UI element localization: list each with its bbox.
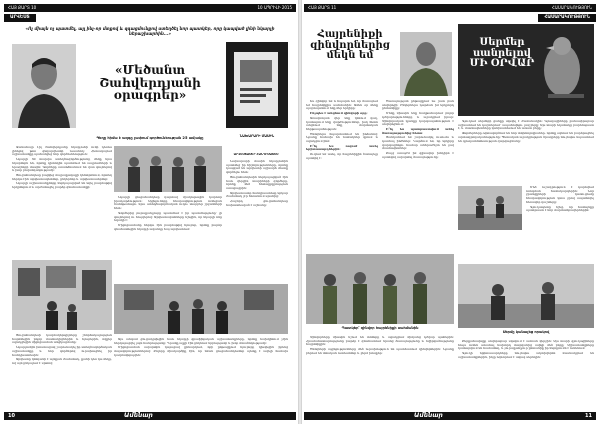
harvest-photo (458, 264, 594, 328)
left-page (4, 4, 296, 420)
left-topbar-label: ՀԱՅ ՔԱՐՏ 10 (8, 5, 37, 10)
right-headline: Հայրենիքի զինվորներից մեկն եմ (310, 29, 390, 61)
soldier-photo (400, 32, 452, 96)
soldiers-group-icon (306, 254, 454, 324)
left-text-column-3: Նախարարի մասին նկարչուհին պատմեց իր հիշողությունները, որոնք կապված են արվեստի աշխարհ մուտք գործելու հետ։ Ցուցահանդեսին ներկայացված էին նաև վերջին տարիների գործերը, որոնք մեծ հետաքրքրություն առաջացրին։ Արվեստասեր հանդիսատեսը երկար ժամանակ չէր հեռանում սրահից։ Հաջորդ ցուցահանդեսը նախատեսված է աշնանը։ (226, 160, 288, 207)
right-footer-logo: Ամենար (414, 412, 443, 419)
dark-feature-box (458, 24, 594, 116)
left-headline-caption: Գեղը հիմա է ազգը չափում գործունեության 25 ամյակը (96, 136, 204, 140)
left-lede: «Ոչ միայն ոչ պատմել, այլ ինչ-որ մտքով և զգացմունքով ստեղծել նոր պատկեր, որը կապված լինի նկարչի ներաշխարհին...» (25, 26, 275, 36)
right-photo-caption: Պատկեր՝ զինվոր հայրենիքի սահմանին (341, 326, 419, 330)
crowd-icon (114, 284, 288, 334)
right-text-column-4: Մեծ ուշադրություն է դարձվում ոռոգման համակարգերին։ Նոր ջրանցքների կառուցումը հնարավորություն կտա ջրով ապահովել հեռավոր դաշտերը։ Գյուղապետը նշեց, որ համայնքը պատրաստ է նոր մարտահրավերներին։ (526, 186, 594, 213)
right-text-column-6: Բերքահավաքը սովորաբար սկսվում է ամռան վերջին։ Այս տարի գյուղացիները հույս ունեն ստանալ նախորդ տարվանից ավելի մեծ բերք։ Աշխատանքները կատարվում են համատեղ, և յուրաքանչյուր ընտանիք իր ներդրումն է ունենում։ Գյուղի երիտասարդները նույնպես ակտիվորեն մասնակցում են աշխատանքներին, ինչը ոգևորում է ավագ սերնդին։ (458, 340, 594, 359)
right-page-number: 11 (585, 413, 592, 419)
left-footer-logo: Ամենար (124, 412, 153, 419)
right-topbar (304, 4, 596, 12)
right-topbar-label: ՀԱՅ ՔԱՐՏ 11 (308, 5, 337, 10)
left-footer (4, 412, 296, 420)
right-topbar-section: ՀԱՍԱՐԱԿՈՒԹՅՈՒՆ (551, 5, 592, 10)
book-cover-icon (226, 42, 288, 128)
harvest-scene-icon (458, 264, 594, 328)
left-page-number: 10 (8, 413, 15, 419)
right-text-column-2: Ծառայության ընթացքում ես շատ բան սովորեցի։ Ընկերներս դարձան իմ երկրորդ ընտանիքը։ Մենք միասին ենք հաղթահարում բոլոր դժվարությունները և աջակցում իրար։ Զինվորական կյանքը կարգապահություն է սովորեցնում։ Ի՞նչ ես պատրաստվում անել ծառայությունից հետո։ Ցանկանում եմ շարունակել ուսումս և դառնալ ինժեներ։ Կարծում եմ, որ երկիրը զարգացնելու համար անհրաժեշտ են լավ մասնագետներ։ Բայց առայժմ իմ գլխավոր խնդիրն է պատվով ավարտել ծառայությունը։ (382, 100, 454, 159)
dark-box-title: Սերմեր սանրելով ՄԻ ՕՐՎԱՐ (469, 37, 535, 69)
portrait-figure-icon (12, 44, 76, 128)
left-text-column-4: Ցուցահանդեսի կազմակերպիչները շնորհակալություն հայտնեցին բոլոր մասնակիցներին և հյուրերին, ովքեր աջակցեցին միջոցառման անցկացմանը։ Նկարչուհին խոստացավ շարունակել իր ստեղծագործական աշխատանքը և նոր գործերով ուրախացնել իր հանդիսատեսին։ Արվեստը կենդանի է այնքան ժամանակ, քանի դեռ կա մեկը, ով այն ընկալում է սրտով։ (12, 334, 112, 365)
left-section-tag: ԱՐՎԵՍՏ (4, 14, 36, 22)
field-workers-icon (458, 186, 522, 230)
left-subtitle-1: ԱՐՎԵՍՏԱՍԵՐ ՀԱՆԴԻՍԱՏԵՍ (233, 152, 279, 156)
left-small-title: ՆԱԽԱՐԱՐԻ ՄԱՍԻՆ (239, 134, 275, 138)
left-topbar (4, 4, 296, 12)
book-photo (226, 42, 288, 128)
right-text-column-1: Ես զինվոր եմ և հպարտ եմ, որ ծառայում եմ հայրենիքիս սահմանին։ Ամեն օր մենք պաշտպանում ենք մեր երկիրը։ Ինչպես է անցնում զինվորի օրը։ Առավոտյան վեր ենք կենում վաղ, կատարում ենք վարժություններ, իսկ հետո անցնում ենք մարտական հերթապահության։ Ծնողներս հպարտանում են ինձանով։ Նրանք հաճախ են նամակներ գրում և աջակցում ինձ։ Ի՞նչ ես ուզում ասել երիտասարդներին։ Ուզում եմ ասել, որ հայրենիքին ծառայելը պատիվ է։ (306, 100, 378, 160)
right-text-column-3: Գյուղում սերմերի ցանքը սկսվել է ժամանակին։ Գյուղացիները ջանասիրաբար աշխատում են դաշտերում՝ ապահովելու լավ բերք։ Այս տարի եղանակը բարենպաստ է, և մասնագետները կանխատեսում են առատ բերք։ Ֆերմերները օգտագործում են նոր տեխնոլոգիաներ, որոնք օգնում են բարձրացնել արտադրողականությունը։ Պետական աջակցության ծրագրերը նույնպես նպաստում են գյուղատնտեսության զարգացմանը։ (458, 120, 594, 143)
military-group-photo (306, 254, 454, 324)
artists-group-photo (114, 146, 222, 192)
left-text-column-2: Նկարչի ցուցահանդեսը դարձավ մշակութային կարևոր իրադարձություն։ Այցելուները հնարավորություն ունեցան ծանոթանալու նրա ստեղծագործական ուղու տարբեր շրջանների հետ։ Գործերից յուրաքանչյուրը պատմում է իր պատմությունը՝ լի գույներով ու հույզերով։ Արվեստաբանները նշեցին, որ նկարչի ոճը եզակի է։ Միջոցառմանը ներկա էին բազմաթիվ հյուրեր, որոնք բարձր գնահատեցին նկարչի ավանդը հայ արվեստում։ (114, 196, 222, 231)
portrait-photo (12, 44, 76, 128)
people-group-icon (114, 146, 222, 192)
soldier-portrait-icon (400, 32, 452, 96)
gallery-photo (12, 260, 112, 330)
right-text-column-5: Զինվորները միասին նշում են տոները և աջակցում միմյանց դժվար պահերին։ Հրամանատարությունը բարձր է գնահատում նրանց ծառայությունը և նվիրվածությունը հայրենիքին։ Ծնողների այցելությունները մեծ ուրախություն են պատճառում զինվորներին։ Նրանք բերում են տնական ուտեստներ և ջերմ խոսքեր։ (306, 336, 454, 355)
field-photo (458, 186, 522, 230)
left-text-column-1: Ջանահայր Լիլ Շահվերդյանը նկարչուհի ունի դեռևս լինելով թոռ գեղարվեստի ուսանող։ Հետագայում աշխատանքը պահանջեց նոր գործունեություն։ Նկարչի 30 տարվա ստեղծագործությունը մենք նրա նկարներն են, որոնք դիտողին պատմում են ապրումների և երազների մասին։ Գործերը առանձնանում են վառ գույներով և խոր բովանդակությամբ։ Ցուցահանդեսը բացվեց մայրաքաղաքի կենտրոնում, որտեղ ներկա էին արվեստագետներ, ընկերներ և արվեստասերներ։ Նկարչի աշխատանքները ներկայացված են եղել բազմաթիվ երկրներում և արժանացել բարձր գնահատանքի։ (12, 146, 112, 190)
left-text-column-5: Այս անգամ ցուցադրվեցին նաև նկարչի գրաֆիկական աշխատանքները, որոնք նախկինում չէին ներկայացվել լայն հանրությանը։ Դրանք աչքի էին ընկնում նրբությամբ և խոր մտածողությամբ։ Միջոցառման ավարտին կայացավ քննարկում, որի ընթացքում հյուրերը կիսվեցին իրենց տպավորություններով։ Բոլորը միակարծիք էին, որ նման ցուցահանդեսներ պետք է ավելի հաճախ կազմակերպվեն։ (114, 338, 288, 357)
right-footer (304, 412, 596, 420)
left-headline: «Մեծանտ Շահվերդյանի օրագրեր» (99, 63, 201, 103)
right-section-tag: ՀԱՍԱՐԱԿՈՒԹՅՈՒՆ (538, 14, 596, 22)
right-page (304, 4, 596, 420)
right-sub-caption: Սերմը կանաչեց որակով (502, 330, 550, 334)
page-gutter (298, 0, 302, 424)
left-topbar-date: 10 ԱՊՐԻԼԻ 2015 (257, 5, 292, 10)
gallery-wall-icon (12, 260, 112, 330)
exhibition-photo (114, 284, 288, 334)
